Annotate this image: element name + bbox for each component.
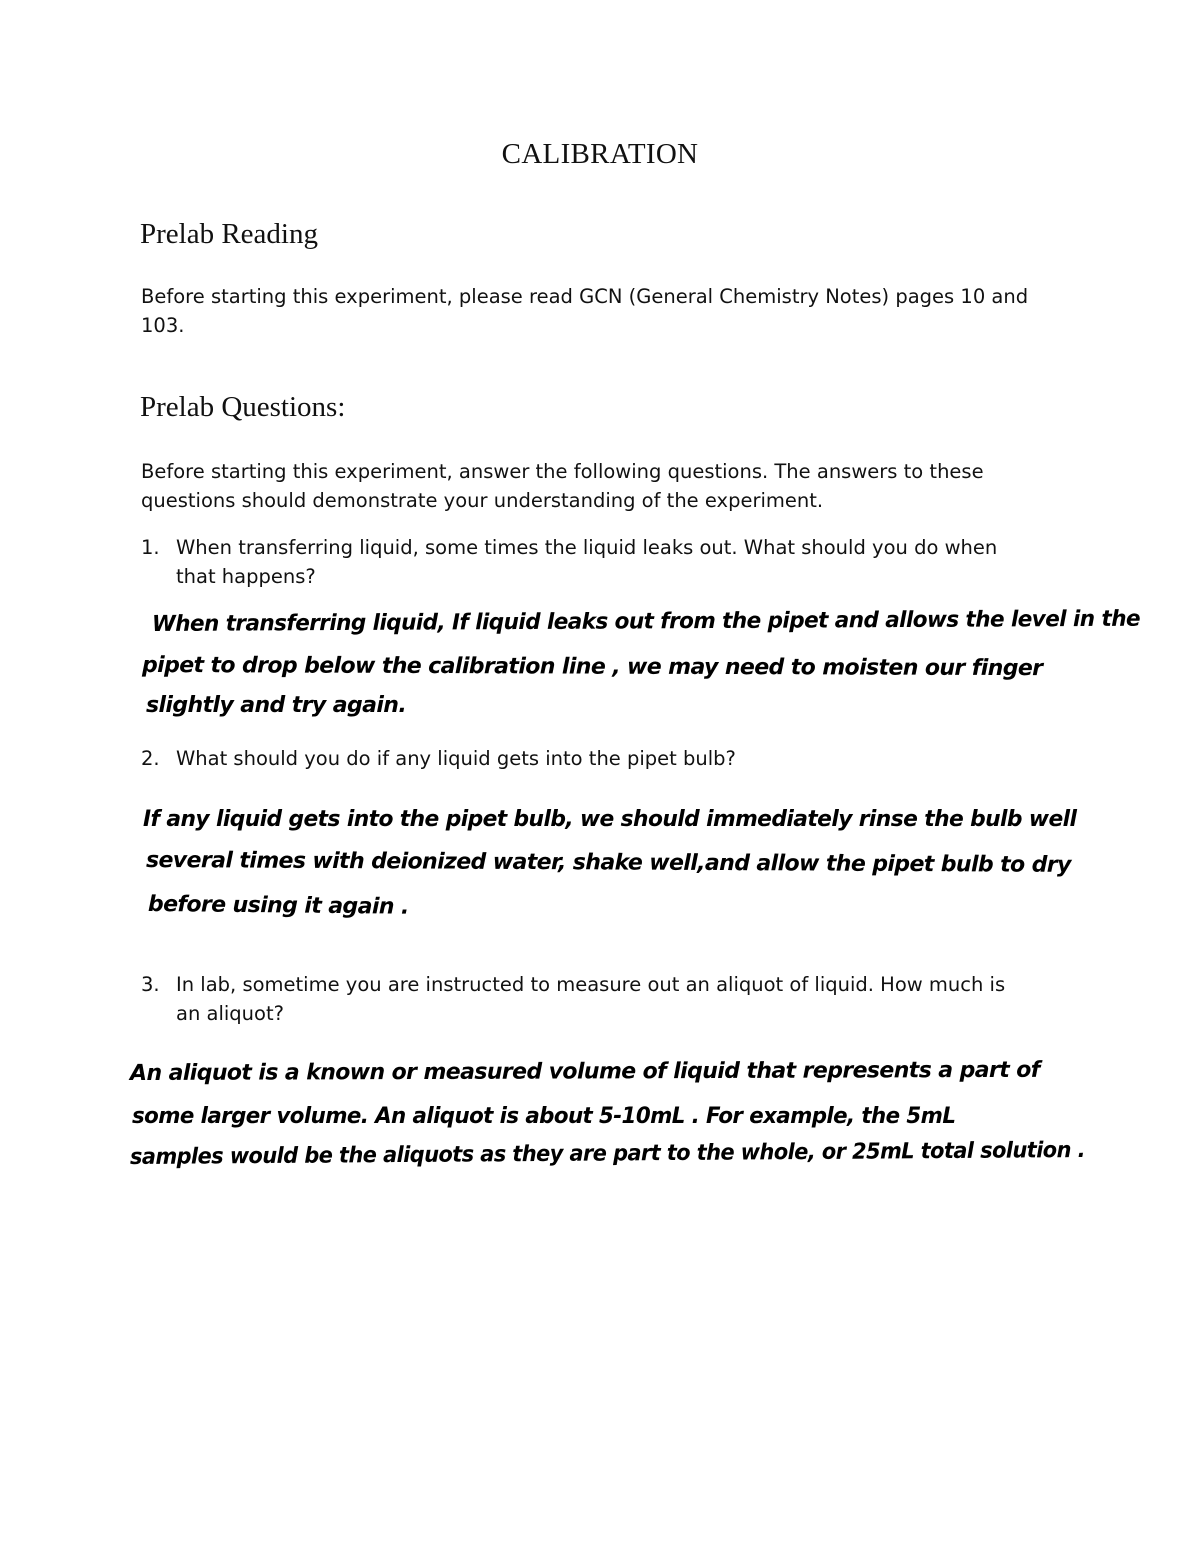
- question-1: [141, 533, 1041, 591]
- prelab-questions-heading: Prelab Questions:: [140, 391, 346, 423]
- question-2: [141, 744, 1041, 773]
- question-text: What should you do if any liquid gets into the pipet bulb?: [176, 747, 736, 770]
- document-title: CALIBRATION: [501, 138, 699, 170]
- question-text: In lab, sometime you are instructed to measure out an aliquot of liquid. How much is an aliquot?: [176, 973, 1006, 1025]
- handwritten-answer-line: An aliquot is a known or measured volume of liquid that represents a part of: [129, 1057, 1040, 1086]
- question-text: When transferring liquid, some times the liquid leaks out. What should you do when that happens?: [176, 536, 998, 588]
- question-number: 1.: [141, 536, 160, 559]
- handwritten-answer-line: If any liquid gets into the pipet bulb, we should immediately rinse the bulb well: [143, 807, 1077, 832]
- prelab-reading-text: Before starting this experiment, please read GCN (General Chemistry Notes) pages 10 and 103.: [141, 285, 1029, 337]
- handwritten-answer-line: pipet to drop below the calibration line , we may need to moisten our finger: [141, 653, 1043, 682]
- handwritten-answer-line: slightly and try again.: [146, 693, 407, 718]
- handwritten-answer-line: samples would be the aliquots as they are part to the whole, or 25mL total solution .: [129, 1137, 1086, 1170]
- prelab-reading-heading: Prelab Reading: [140, 218, 318, 250]
- handwritten-answer-line: before using it again .: [147, 892, 409, 920]
- handwritten-answer-line: several times with deionized water, shake well,and allow the pipet bulb to dry: [145, 848, 1071, 878]
- prelab-questions-intro: Before starting this experiment, answer the following questions. The answers to these questions should demonstrate your understanding of the experiment.: [141, 460, 984, 512]
- handwritten-answer-line: some larger volume. An aliquot is about 5-10mL . For example, the 5mL: [132, 1104, 956, 1129]
- question-3: [141, 970, 1041, 1028]
- question-number: 2.: [141, 747, 160, 770]
- question-number: 3.: [141, 973, 160, 996]
- handwritten-answer-line: When transferring liquid, If liquid leaks out from the pipet and allows the level in the: [151, 606, 1141, 637]
